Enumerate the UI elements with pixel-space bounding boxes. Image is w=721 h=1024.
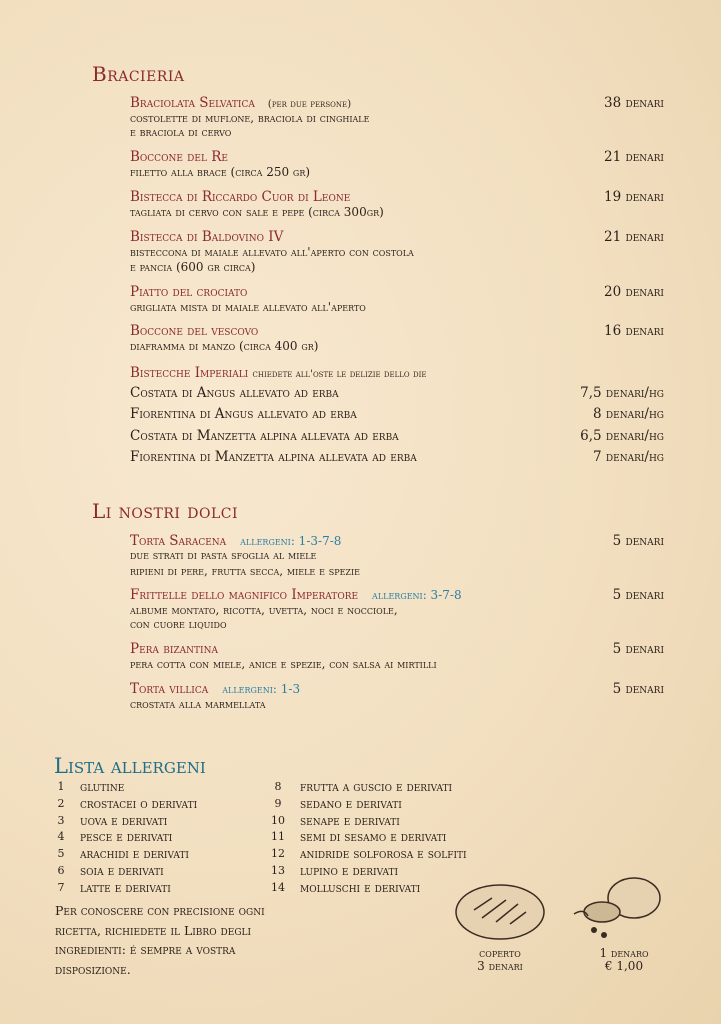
item-price: 21 denari <box>604 149 664 165</box>
item-desc: crostata alla marmellata <box>130 697 266 711</box>
item-price: 5 denari <box>612 587 664 603</box>
allergen-name: semi di sesamo e derivati <box>300 829 447 845</box>
steak-price: 7 denari/hg <box>593 449 664 465</box>
item-price: 5 denari <box>612 533 664 549</box>
item-price: 20 denari <box>604 284 664 300</box>
item-desc: diaframma di manzo (circa 400 gr) <box>130 339 319 353</box>
dessert-name-row <box>130 587 462 603</box>
denaro-euro: € 1,00 <box>604 959 644 973</box>
dessert-name-row <box>130 681 300 697</box>
item-price: 21 denari <box>604 229 664 245</box>
allergen-number: 6 <box>57 864 65 877</box>
allergen-number: 9 <box>274 796 282 810</box>
allergen-number: 12 <box>271 847 285 861</box>
imperiali-heading <box>130 365 427 381</box>
allergen-name: pesce e derivati <box>80 829 173 845</box>
item-price: 5 denari <box>612 681 664 697</box>
allergens-label: allergeni: 3-7-8 <box>372 588 462 602</box>
coperto <box>462 947 538 973</box>
allergen-name: glutine <box>80 779 125 794</box>
coperto-label: coperto <box>479 946 521 960</box>
menu-item-name <box>130 95 351 111</box>
allergen-name: arachidi e derivati <box>80 846 189 862</box>
item-desc: e braciola di cervo <box>130 125 232 139</box>
item-desc: ripieni di pere, frutta secca, miele e spezie <box>130 564 360 578</box>
item-desc: due strati di pasta sfoglia al miele <box>130 548 317 562</box>
item-name: Frittelle dello magnifico Imperatore <box>130 587 359 603</box>
steak-price: 8 denari/hg <box>593 406 664 422</box>
allergen-name: anidride solforosa e solfiti <box>300 846 467 862</box>
item-name: Torta Saracena <box>130 533 227 549</box>
item-desc: grigliata mista di maiale allevato all'aperto <box>130 300 366 314</box>
item-name: Bistecca di Riccardo Cuor di Leone <box>130 189 351 205</box>
steak-price: 7,5 denari/hg <box>580 385 664 401</box>
allergen-name: frutta a guscio e derivati <box>300 779 453 794</box>
allergen-name: crostacei o derivati <box>80 795 198 811</box>
item-price: 16 denari <box>604 323 664 339</box>
item-name: Boccone del vescovo <box>130 323 259 339</box>
allergen-number: 14 <box>271 880 285 894</box>
steak-price: 6,5 denari/hg <box>580 428 664 444</box>
allergen-name: latte e derivati <box>80 879 171 895</box>
allergen-number: 13 <box>271 864 285 877</box>
allergen-name: sedano e derivati <box>300 795 402 811</box>
item-name: Boccone del Re <box>130 149 228 165</box>
allergen-number: 3 <box>57 813 65 827</box>
dessert-name-row <box>130 533 341 549</box>
coperto-price: 3 denari <box>477 959 523 973</box>
allergen-name: uova e derivati <box>80 812 168 828</box>
item-desc: con cuore liquido <box>130 617 227 631</box>
allergen-name: molluschi e derivati <box>300 879 421 895</box>
denaro-label: 1 denaro <box>599 946 649 960</box>
steak-name: Costata di Manzetta alpina allevata ad erba <box>130 428 399 444</box>
section-title-allergeni: Lista allergeni <box>54 754 206 778</box>
item-note: chiedete all'oste le delizie dello die <box>252 368 427 380</box>
item-name: Bistecca di Baldovino IV <box>130 229 284 245</box>
item-name: Piatto del crociato <box>130 284 248 300</box>
allergen-number: 11 <box>271 830 285 844</box>
section-title-bracieria: Bracieria <box>92 62 185 86</box>
item-price: 5 denari <box>612 641 664 657</box>
item-name: Braciolata Selvatica <box>130 95 255 111</box>
section-title-dolci: Li nostri dolci <box>92 499 238 523</box>
allergen-name: lupino e derivati <box>300 863 399 878</box>
ingredients-note: Per conoscere con precisione ogni ricetta, richiedete il Libro degli ingredienti: é sempre a vostra disposizione. <box>55 903 265 977</box>
allergen-number: 4 <box>57 830 65 844</box>
item-desc: tagliata di cervo con sale e pepe (circa 300gr) <box>130 205 384 219</box>
item-desc: bisteccona di maiale allevato all'aperto con costola <box>130 245 414 259</box>
item-desc: filetto alla brace (circa 250 gr) <box>130 165 311 179</box>
allergen-name: soia e derivati <box>80 863 164 878</box>
steak-name: Costata di Angus allevato ad erba <box>130 385 339 401</box>
steak-name: Fiorentina di Angus allevato ad erba <box>130 406 357 422</box>
item-desc: costolette di muflone, braciola di cinghiale <box>130 111 370 125</box>
item-desc: albume montato, ricotta, uvetta, noci e nocciole, <box>130 603 398 617</box>
denaro-value <box>586 947 662 973</box>
item-price: 38 denari <box>604 95 664 111</box>
allergen-number: 5 <box>57 847 65 861</box>
allergen-number: 7 <box>57 880 65 894</box>
allergens-label: allergeni: 1-3-7-8 <box>240 534 342 548</box>
item-price: 19 denari <box>604 189 664 205</box>
item-name: Torta villica <box>130 681 209 697</box>
steak-name: Fiorentina di Manzetta alpina allevata ad erba <box>130 449 417 465</box>
coin-purse-icon <box>566 872 666 944</box>
allergens-label: allergeni: 1-3 <box>222 682 301 696</box>
item-desc: pera cotta con miele, anice e spezie, con salsa ai mirtilli <box>130 657 437 671</box>
allergen-number: 2 <box>57 796 65 810</box>
item-desc: e pancia (600 gr circa) <box>130 260 256 274</box>
allergen-number: 10 <box>271 813 285 827</box>
bread-icon <box>452 880 548 942</box>
item-name: Bistecche Imperiali <box>130 365 249 381</box>
item-note: (per due persone) <box>267 98 352 110</box>
allergen-name: senape e derivati <box>300 812 400 828</box>
allergen-number: 1 <box>57 780 65 793</box>
item-name: Pera bizantina <box>130 641 218 657</box>
allergen-number: 8 <box>274 780 282 793</box>
